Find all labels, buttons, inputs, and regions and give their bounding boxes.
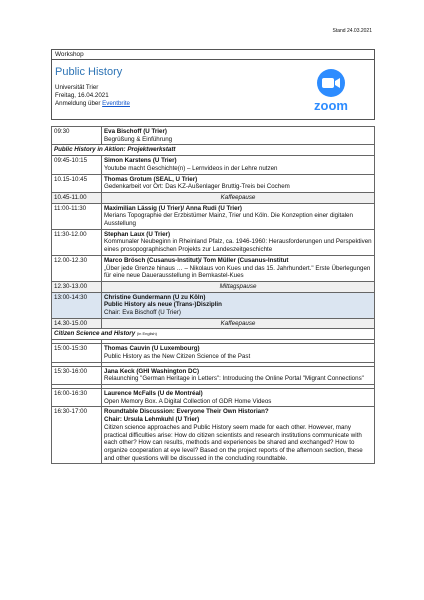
speaker: Stephan Laux (U Trier) [104, 230, 171, 238]
speaker: Marco Brösch (Cusanus-Institut)/ Tom Müller (Cusanus-Institut [104, 256, 289, 264]
session-details [102, 366, 375, 384]
session-details [102, 407, 375, 464]
workshop-header [51, 49, 375, 120]
program-row-break [52, 192, 375, 203]
session-details [102, 156, 375, 174]
program-row-entry [52, 229, 375, 255]
talk-title: Relaunching "German Heritage in Letters": Introducing the Online Portal "Migrant Connections" [104, 375, 364, 383]
program-row-entry [52, 127, 375, 145]
talk-title: Kommunaler Neubeginn in Rheinland Pfalz, ca. 1946-1960: Herausforderungen und Perspektiven eines prosopographischen Projekts zur Landeszeitgeschichte [104, 238, 372, 254]
program-row-entry [52, 388, 375, 406]
registration [55, 100, 130, 108]
program-row-entry [52, 156, 375, 174]
chair: Chair: Eva Bischoff (U Trier) [104, 309, 181, 317]
speaker: Eva Bischoff (U Trier) [104, 128, 167, 135]
session-details [102, 388, 375, 406]
time-slot: 10.15-10:45 [52, 174, 102, 192]
session-details [102, 174, 375, 192]
talk-title: Merians Topographie der Erzbistümer Mainz, Trier und Köln. Die Konzeption einer digitalen Ausstellung [104, 212, 353, 228]
section-title: Citizen Science and History [54, 330, 136, 338]
program-row-break [52, 318, 375, 329]
time-slot: 15:00-15:30 [52, 344, 102, 362]
header-divider [52, 59, 374, 60]
time-slot: 12.30-13.00 [52, 281, 102, 292]
workshop-label: Workshop [55, 51, 84, 58]
event-date: Freitag, 16.04.2021 [55, 92, 109, 99]
program-row-section [52, 329, 375, 340]
talk-title: Begrüßung & Einführung [104, 135, 173, 143]
talk-title: Public History als neue (Trans-)Disziplin [104, 301, 222, 309]
zoom-logo-text: zoom [314, 98, 348, 113]
session-details [102, 203, 375, 229]
break-label: Kaffeepause [220, 319, 256, 327]
session-details [102, 344, 375, 362]
session-details [102, 318, 375, 329]
program-row-entry [52, 344, 375, 362]
talk-title: Gedenkarbeit vor Ort: Das KZ-Außenlager Bruttig-Treis bei Cochem [104, 183, 290, 191]
chair: Chair: Ursula Lehmkuhl (U Trier) [104, 416, 200, 424]
time-slot: 11:00-11:30 [52, 203, 102, 229]
talk-title: „Über jede Grenze hinaus … – Nikolaus von Kues und das 15. Jahrhundert." Erste Überlegungen für eine neue Dauerausstellung in Bernkastel-Kues [104, 264, 371, 280]
break-label: Mittagspause [219, 282, 257, 290]
program-row-section [52, 145, 375, 156]
speaker: Laurence McFalls (U de Montréal) [104, 389, 203, 397]
session-details [102, 292, 375, 318]
talk-title: Open Memory Box. A Digital Collection of GDR Home Videos [104, 397, 272, 405]
time-slot: 11:30-12.00 [52, 229, 102, 255]
time-slot: 16:00-16:30 [52, 388, 102, 406]
program-table [51, 126, 375, 464]
speaker: Maximilian Lässig (U Trier)/ Anna Rudi (U Trier) [104, 204, 242, 212]
time-slot: 09:45-10:15 [52, 156, 102, 174]
session-details [102, 281, 375, 292]
zoom-logo [304, 64, 358, 118]
time-slot: 15:30-16:00 [52, 366, 102, 384]
roundtable-description: Citizen science approaches and Public History seem made for each other. However, many practical difficulties arise: How do citizen scientists and research institutions communicate with each other? How can results, methods and experiences be shared and exchanged? How to organize cooperation at eye level? Based on the project reports of the afternoon section, these and other questions will be discussed in the concluding roundtable. [104, 423, 363, 462]
eventbrite-link[interactable]: Eventbrite [102, 100, 130, 107]
registration-prefix: Anmeldung über [55, 100, 101, 107]
program-row-roundtable [52, 407, 375, 464]
time-slot: 10.45-11.00 [52, 192, 102, 203]
session-details [102, 192, 375, 203]
section-heading [52, 329, 375, 340]
session-details [102, 255, 375, 281]
session-details [102, 127, 375, 145]
section-note: (in English) [136, 331, 157, 337]
workshop-info [55, 84, 130, 108]
talk-title: Youtube macht Geschichte(n) – Lernvideos in der Lehre nutzen [104, 164, 278, 172]
roundtable-title: Roundtable Discussion: Everyone Their Own Historian? [104, 408, 269, 416]
speaker: Christine Gundermann (U zu Köln) [104, 293, 206, 301]
program-row-entry [52, 203, 375, 229]
time-slot: 16:30-17:00 [52, 407, 102, 464]
time-slot: 12.00-12.30 [52, 255, 102, 281]
section-title: Public History in Aktion: Projektwerkstatt [54, 146, 176, 154]
time-slot: 14.30-15.00 [52, 318, 102, 329]
program-row-break [52, 281, 375, 292]
speaker: Thomas Cauvin (U Luxembourg) [104, 345, 200, 353]
program-row-highlight [52, 292, 375, 318]
talk-title: Public History as the New Citizen Science of the Past [104, 352, 251, 360]
section-heading [52, 145, 375, 156]
program-row-entry [52, 366, 375, 384]
time-slot: 09:30 [52, 127, 102, 145]
break-label: Kaffeepause [220, 193, 256, 201]
speaker: Thomas Grotum (SEAL, U Trier) [104, 175, 198, 183]
university: Universität Trier [55, 84, 99, 91]
speaker: Jana Keck (GHI Washington DC) [104, 367, 199, 375]
program-row-entry [52, 174, 375, 192]
session-details [102, 229, 375, 255]
program-row-entry [52, 255, 375, 281]
workshop-title: Public History [55, 66, 123, 78]
time-slot: 13:00-14:30 [52, 292, 102, 318]
speaker: Simon Karstens (U Trier) [104, 157, 177, 165]
document-date-stamp: Stand 24.03.2021 [332, 28, 372, 34]
zoom-camera-body [322, 78, 334, 88]
